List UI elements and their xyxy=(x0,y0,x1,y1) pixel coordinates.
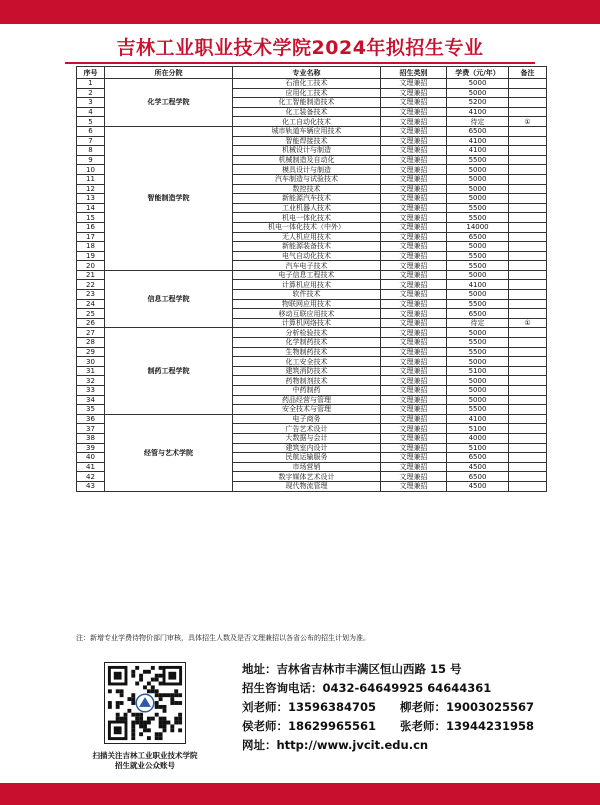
cell-tuition: 5000 xyxy=(447,242,509,252)
cell-index: 38 xyxy=(77,433,105,443)
cell-tuition: 4000 xyxy=(447,433,509,443)
cell-index: 24 xyxy=(77,299,105,309)
cell-major: 机电一体化技术 xyxy=(233,213,381,223)
cell-remark xyxy=(509,443,547,453)
header-major: 专业名称 xyxy=(233,67,381,79)
cell-remark xyxy=(509,261,547,271)
cell-major: 智能焊接技术 xyxy=(233,136,381,146)
cell-index: 40 xyxy=(77,453,105,463)
cell-remark xyxy=(509,357,547,367)
cell-tuition: 5500 xyxy=(447,261,509,271)
cell-remark xyxy=(509,453,547,463)
cell-tuition: 5000 xyxy=(447,386,509,396)
table-header-row xyxy=(77,67,547,79)
cell-index: 32 xyxy=(77,376,105,386)
cell-index: 7 xyxy=(77,136,105,146)
cell-major: 移动互联应用技术 xyxy=(233,309,381,319)
cell-index: 4 xyxy=(77,107,105,117)
cell-remark xyxy=(509,481,547,491)
cell-index: 37 xyxy=(77,424,105,434)
cell-major: 计算机应用技术 xyxy=(233,280,381,290)
cell-tuition: 5500 xyxy=(447,203,509,213)
cell-major: 现代物流管理 xyxy=(233,481,381,491)
cell-tuition: 待定 xyxy=(447,117,509,127)
cell-category: 文理兼招 xyxy=(381,194,447,204)
cell-major: 民航运输服务 xyxy=(233,453,381,463)
cell-category: 文理兼招 xyxy=(381,405,447,415)
cell-index: 19 xyxy=(77,251,105,261)
cell-major: 机电一体化技术（中外） xyxy=(233,222,381,232)
cell-major: 物联网应用技术 xyxy=(233,299,381,309)
cell-remark xyxy=(509,347,547,357)
table-row xyxy=(77,414,547,424)
cell-tuition: 5000 xyxy=(447,328,509,338)
cell-major: 新能源汽车技术 xyxy=(233,194,381,204)
cell-remark xyxy=(509,270,547,280)
cell-index: 39 xyxy=(77,443,105,453)
cell-remark xyxy=(509,194,547,204)
cell-index: 17 xyxy=(77,232,105,242)
admissions-table xyxy=(76,66,547,492)
cell-category: 文理兼招 xyxy=(381,174,447,184)
cell-major: 数控技术 xyxy=(233,184,381,194)
cell-index: 12 xyxy=(77,184,105,194)
cell-tuition: 5500 xyxy=(447,299,509,309)
cell-remark xyxy=(509,386,547,396)
cell-remark xyxy=(509,472,547,482)
cell-remark xyxy=(509,376,547,386)
cell-category: 文理兼招 xyxy=(381,462,447,472)
header-category: 招生类别 xyxy=(381,67,447,79)
teacher-zhang: 张老师：13944231958 xyxy=(400,719,535,733)
cell-remark xyxy=(509,328,547,338)
cell-major: 城市轨道车辆应用技术 xyxy=(233,126,381,136)
teacher-liu: 刘老师：13596384705 xyxy=(242,700,377,714)
cell-tuition: 4100 xyxy=(447,107,509,117)
cell-index: 15 xyxy=(77,213,105,223)
cell-category: 文理兼招 xyxy=(381,165,447,175)
cell-remark xyxy=(509,184,547,194)
cell-tuition: 5100 xyxy=(447,424,509,434)
cell-index: 42 xyxy=(77,472,105,482)
cell-major: 药物制剂技术 xyxy=(233,376,381,386)
cell-category: 文理兼招 xyxy=(381,280,447,290)
cell-remark xyxy=(509,309,547,319)
cell-index: 20 xyxy=(77,261,105,271)
cell-index: 9 xyxy=(77,155,105,165)
cell-tuition: 14000 xyxy=(447,222,509,232)
cell-major: 电子信息工程技术 xyxy=(233,270,381,280)
cell-major: 新能源装备技术 xyxy=(233,242,381,252)
cell-index: 16 xyxy=(77,222,105,232)
cell-index: 34 xyxy=(77,395,105,405)
cell-remark xyxy=(509,395,547,405)
cell-category: 文理兼招 xyxy=(381,107,447,117)
cell-tuition: 4100 xyxy=(447,414,509,424)
cell-tuition: 5000 xyxy=(447,184,509,194)
cell-tuition: 5500 xyxy=(447,338,509,348)
cell-category: 文理兼招 xyxy=(381,338,447,348)
admissions-phone: 招生咨询电话：0432-64649925 64644361 xyxy=(242,681,492,695)
cell-tuition: 4100 xyxy=(447,280,509,290)
cell-tuition: 5000 xyxy=(447,270,509,280)
cell-remark xyxy=(509,146,547,156)
header-remark: 备注 xyxy=(509,67,547,79)
cell-index: 2 xyxy=(77,88,105,98)
cell-tuition: 5100 xyxy=(447,443,509,453)
header-tuition: 学费（元/年） xyxy=(447,67,509,79)
cell-index: 14 xyxy=(77,203,105,213)
cell-remark xyxy=(509,405,547,415)
cell-index: 29 xyxy=(77,347,105,357)
header-college: 所在分院 xyxy=(105,67,233,79)
cell-tuition: 5000 xyxy=(447,174,509,184)
cell-major: 化工装备技术 xyxy=(233,107,381,117)
cell-remark xyxy=(509,251,547,261)
table-row xyxy=(77,126,547,136)
cell-index: 11 xyxy=(77,174,105,184)
header-index: 序号 xyxy=(77,67,105,79)
cell-category: 文理兼招 xyxy=(381,395,447,405)
cell-major: 无人机应用技术 xyxy=(233,232,381,242)
cell-index: 30 xyxy=(77,357,105,367)
cell-remark xyxy=(509,366,547,376)
cell-major: 汽车制造与试验技术 xyxy=(233,174,381,184)
cell-category: 文理兼招 xyxy=(381,242,447,252)
cell-major: 软件技术 xyxy=(233,290,381,300)
cell-major: 化工自动化技术 xyxy=(233,117,381,127)
cell-tuition: 4500 xyxy=(447,462,509,472)
cell-category: 文理兼招 xyxy=(381,347,447,357)
table-body xyxy=(77,79,547,492)
cell-remark xyxy=(509,222,547,232)
cell-remark xyxy=(509,424,547,434)
cell-tuition: 6500 xyxy=(447,472,509,482)
cell-remark xyxy=(509,98,547,108)
cell-index: 28 xyxy=(77,338,105,348)
cell-category: 文理兼招 xyxy=(381,328,447,338)
cell-index: 5 xyxy=(77,117,105,127)
cell-major: 分析检验技术 xyxy=(233,328,381,338)
cell-category: 文理兼招 xyxy=(381,386,447,396)
cell-index: 21 xyxy=(77,270,105,280)
cell-remark xyxy=(509,299,547,309)
cell-college: 信息工程学院 xyxy=(105,270,233,328)
cell-tuition: 5000 xyxy=(447,79,509,89)
cell-remark xyxy=(509,174,547,184)
cell-major: 计算机网络技术 xyxy=(233,318,381,328)
cell-index: 22 xyxy=(77,280,105,290)
cell-tuition: 6500 xyxy=(447,126,509,136)
cell-major: 生物制药技术 xyxy=(233,347,381,357)
cell-category: 文理兼招 xyxy=(381,232,447,242)
qr-caption-line1: 扫描关注吉林工业职业技术学院 xyxy=(92,751,198,760)
cell-tuition: 5500 xyxy=(447,347,509,357)
cell-remark xyxy=(509,280,547,290)
cell-index: 27 xyxy=(77,328,105,338)
cell-remark xyxy=(509,433,547,443)
cell-category: 文理兼招 xyxy=(381,146,447,156)
cell-remark xyxy=(509,462,547,472)
cell-category: 文理兼招 xyxy=(381,203,447,213)
cell-category: 文理兼招 xyxy=(381,309,447,319)
cell-category: 文理兼招 xyxy=(381,222,447,232)
cell-tuition: 5000 xyxy=(447,376,509,386)
cell-category: 文理兼招 xyxy=(381,433,447,443)
cell-remark xyxy=(509,290,547,300)
cell-index: 3 xyxy=(77,98,105,108)
cell-index: 33 xyxy=(77,386,105,396)
cell-remark xyxy=(509,213,547,223)
cell-index: 6 xyxy=(77,126,105,136)
cell-major: 中药制药 xyxy=(233,386,381,396)
cell-index: 23 xyxy=(77,290,105,300)
cell-major: 市场营销 xyxy=(233,462,381,472)
cell-category: 文理兼招 xyxy=(381,213,447,223)
cell-index: 18 xyxy=(77,242,105,252)
cell-remark: ① xyxy=(509,117,547,127)
cell-tuition: 待定 xyxy=(447,318,509,328)
cell-index: 10 xyxy=(77,165,105,175)
cell-tuition: 6500 xyxy=(447,232,509,242)
cell-major: 药品经营与管理 xyxy=(233,395,381,405)
cell-category: 文理兼招 xyxy=(381,251,447,261)
cell-major: 数字媒体艺术设计 xyxy=(233,472,381,482)
bottom-red-band xyxy=(0,783,600,805)
cell-major: 安全技术与管理 xyxy=(233,405,381,415)
cell-remark xyxy=(509,79,547,89)
teacher-contacts-row1 xyxy=(242,699,534,715)
cell-category: 文理兼招 xyxy=(381,376,447,386)
teacher-contacts-row2 xyxy=(242,718,534,734)
cell-major: 化学制药技术 xyxy=(233,338,381,348)
cell-tuition: 5500 xyxy=(447,251,509,261)
cell-index: 43 xyxy=(77,481,105,491)
cell-major: 电气自动化技术 xyxy=(233,251,381,261)
cell-remark xyxy=(509,155,547,165)
cell-category: 文理兼招 xyxy=(381,443,447,453)
cell-remark xyxy=(509,136,547,146)
cell-college: 化学工程学院 xyxy=(105,79,233,127)
cell-category: 文理兼招 xyxy=(381,88,447,98)
cell-index: 1 xyxy=(77,79,105,89)
cell-college: 经管与艺术学院 xyxy=(105,414,233,491)
qr-caption-line2: 招生就业公众账号 xyxy=(115,761,175,770)
cell-index: 13 xyxy=(77,194,105,204)
cell-index: 25 xyxy=(77,309,105,319)
cell-category: 文理兼招 xyxy=(381,357,447,367)
cell-index: 26 xyxy=(77,318,105,328)
cell-index: 35 xyxy=(77,405,105,415)
address: 地址：吉林省吉林市丰满区恒山西路 15 号 xyxy=(242,662,462,676)
cell-tuition: 5000 xyxy=(447,357,509,367)
cell-category: 文理兼招 xyxy=(381,184,447,194)
cell-category: 文理兼招 xyxy=(381,155,447,165)
table-row xyxy=(77,328,547,338)
cell-remark xyxy=(509,203,547,213)
cell-tuition: 5000 xyxy=(447,88,509,98)
table-row xyxy=(77,79,547,89)
cell-tuition: 5500 xyxy=(447,213,509,223)
cell-category: 文理兼招 xyxy=(381,261,447,271)
cell-category: 文理兼招 xyxy=(381,453,447,463)
cell-major: 机械制造及自动化 xyxy=(233,155,381,165)
cell-category: 文理兼招 xyxy=(381,136,447,146)
cell-major: 石油化工技术 xyxy=(233,79,381,89)
cell-category: 文理兼招 xyxy=(381,481,447,491)
cell-category: 文理兼招 xyxy=(381,424,447,434)
cell-remark: ① xyxy=(509,318,547,328)
cell-tuition: 4500 xyxy=(447,481,509,491)
cell-index: 36 xyxy=(77,414,105,424)
cell-tuition: 6500 xyxy=(447,453,509,463)
teacher-hou: 侯老师：18629965561 xyxy=(242,719,377,733)
cell-remark xyxy=(509,242,547,252)
cell-remark xyxy=(509,165,547,175)
cell-tuition: 5000 xyxy=(447,194,509,204)
cell-category: 文理兼招 xyxy=(381,299,447,309)
website[interactable]: 网址：http://www.jvcit.edu.cn xyxy=(242,738,429,752)
cell-category: 文理兼招 xyxy=(381,472,447,482)
cell-category: 文理兼招 xyxy=(381,117,447,127)
cell-category: 文理兼招 xyxy=(381,98,447,108)
cell-tuition: 4100 xyxy=(447,136,509,146)
cell-tuition: 6500 xyxy=(447,309,509,319)
footnote: 注：新增专业学费待物价部门审核，具体招生人数及是否文理兼招以各省公布的招生计划为准。 xyxy=(76,634,370,642)
cell-category: 文理兼招 xyxy=(381,126,447,136)
cell-tuition: 5100 xyxy=(447,366,509,376)
cell-tuition: 5000 xyxy=(447,395,509,405)
cell-major: 应用化工技术 xyxy=(233,88,381,98)
cell-college: 制药工程学院 xyxy=(105,328,233,414)
cell-category: 文理兼招 xyxy=(381,414,447,424)
cell-tuition: 4100 xyxy=(447,146,509,156)
cell-major: 广告艺术设计 xyxy=(233,424,381,434)
cell-major: 化工智能制造技术 xyxy=(233,98,381,108)
cell-tuition: 5000 xyxy=(447,290,509,300)
cell-remark xyxy=(509,126,547,136)
cell-remark xyxy=(509,414,547,424)
cell-college: 智能制造学院 xyxy=(105,126,233,270)
cell-remark xyxy=(509,232,547,242)
cell-major: 电子商务 xyxy=(233,414,381,424)
cell-major: 汽车电子技术 xyxy=(233,261,381,271)
cell-major: 机械设计与制造 xyxy=(233,146,381,156)
cell-index: 31 xyxy=(77,366,105,376)
cell-major: 建筑室内设计 xyxy=(233,443,381,453)
cell-remark xyxy=(509,107,547,117)
cell-index: 41 xyxy=(77,462,105,472)
cell-major: 大数据与会计 xyxy=(233,433,381,443)
cell-category: 文理兼招 xyxy=(381,290,447,300)
page-title: 吉林工业职业技术学院2024年拟招生专业 xyxy=(116,37,484,59)
qr-code xyxy=(104,662,186,744)
cell-category: 文理兼招 xyxy=(381,270,447,280)
cell-category: 文理兼招 xyxy=(381,79,447,89)
cell-remark xyxy=(509,338,547,348)
table-row xyxy=(77,270,547,280)
cell-index: 8 xyxy=(77,146,105,156)
cell-category: 文理兼招 xyxy=(381,318,447,328)
teacher-liu2: 柳老师：19003025567 xyxy=(400,700,535,714)
cell-remark xyxy=(509,88,547,98)
cell-tuition: 5200 xyxy=(447,98,509,108)
top-red-band xyxy=(0,0,600,24)
cell-major: 建筑消防技术 xyxy=(233,366,381,376)
cell-major: 化工安全技术 xyxy=(233,357,381,367)
title-divider xyxy=(65,62,535,64)
cell-tuition: 5000 xyxy=(447,165,509,175)
cell-category: 文理兼招 xyxy=(381,366,447,376)
cell-tuition: 5500 xyxy=(447,155,509,165)
cell-tuition: 5500 xyxy=(447,405,509,415)
cell-major: 工业机器人技术 xyxy=(233,203,381,213)
cell-major: 模具设计与制造 xyxy=(233,165,381,175)
